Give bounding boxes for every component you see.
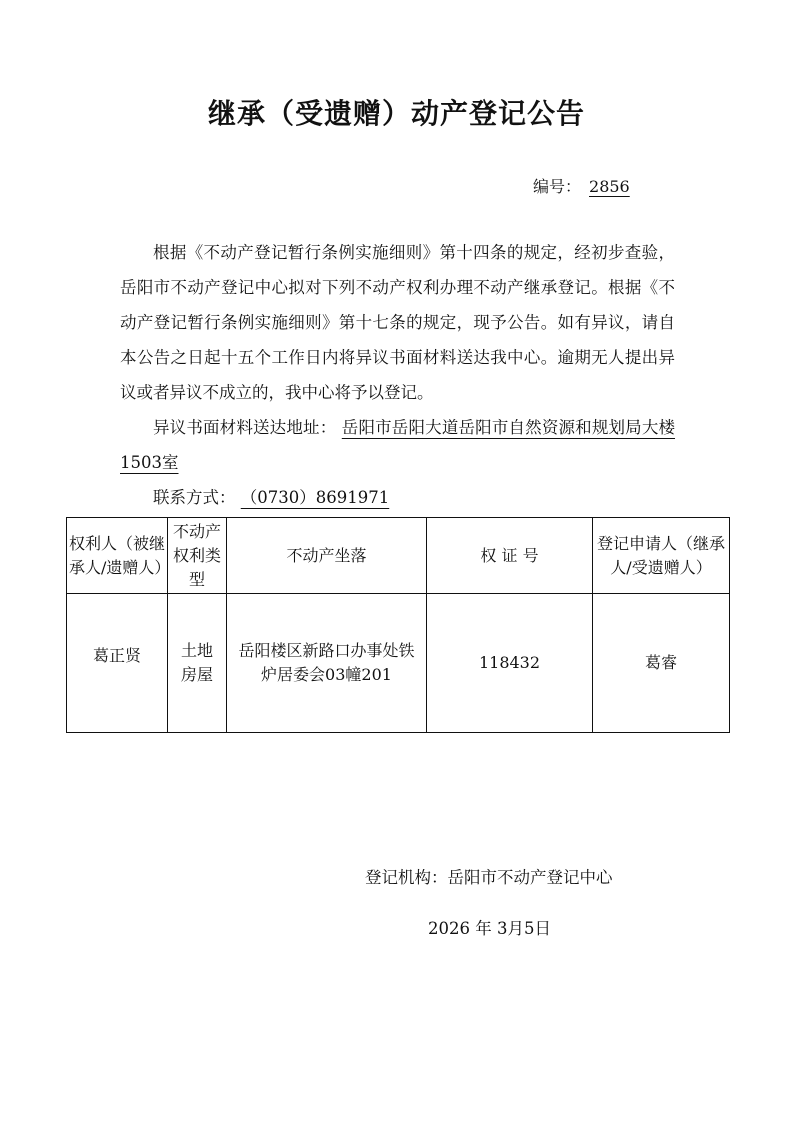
contact-label: 联系方式： (153, 488, 236, 507)
serial-value: 2856 (589, 177, 630, 196)
cell-cert: 118432 (427, 594, 593, 733)
cell-location: 岳阳楼区新路口办事处铁炉居委会03幢201 (227, 594, 427, 733)
table-row (67, 594, 730, 733)
announcement-date: 2026 年 3月5日 (428, 919, 551, 938)
header-cert: 权 证 号 (427, 518, 593, 594)
table-header-row (67, 518, 730, 594)
contact-line (120, 480, 675, 515)
header-type: 不动产权利类型 (168, 518, 227, 594)
cell-type: 土地房屋 (168, 594, 227, 733)
announcement-paragraph: 根据《不动产登记暂行条例实施细则》第十四条的规定，经初步查验，岳阳市不动产登记中心拟对下列不动产权利办理不动产继承登记。根据《不动产登记暂行条例实施细则》第十七条的规定，现予公告。如有异议，请自本公告之日起十五个工作日内将异议书面材料送达我中心。逾期无人提出异议或者异议不成立的，我中心将予以登记。 (120, 243, 675, 402)
registration-table (66, 517, 730, 733)
header-location: 不动产坐落 (227, 518, 427, 594)
contact-value: （0730）8691971 (240, 488, 390, 507)
serial-number (533, 174, 630, 197)
address-label: 异议书面材料送达地址： (153, 418, 337, 437)
cell-owner: 葛正贤 (67, 594, 168, 733)
serial-label: 编号： (533, 177, 582, 196)
registration-authority: 登记机构：岳阳市不动产登记中心 (365, 868, 613, 887)
cell-applicant: 葛睿 (593, 594, 730, 733)
address-value: 岳阳市岳阳大道岳阳市自然资源和规划局大楼1503室 (120, 418, 676, 472)
header-applicant: 登记申请人（继承人/受遗赠人） (593, 518, 730, 594)
address-line (120, 410, 675, 480)
page-title: 继承（受遗赠）动产登记公告 (207, 97, 585, 130)
header-owner: 权利人（被继承人/遗赠人） (67, 518, 168, 594)
announcement-body (120, 235, 675, 515)
